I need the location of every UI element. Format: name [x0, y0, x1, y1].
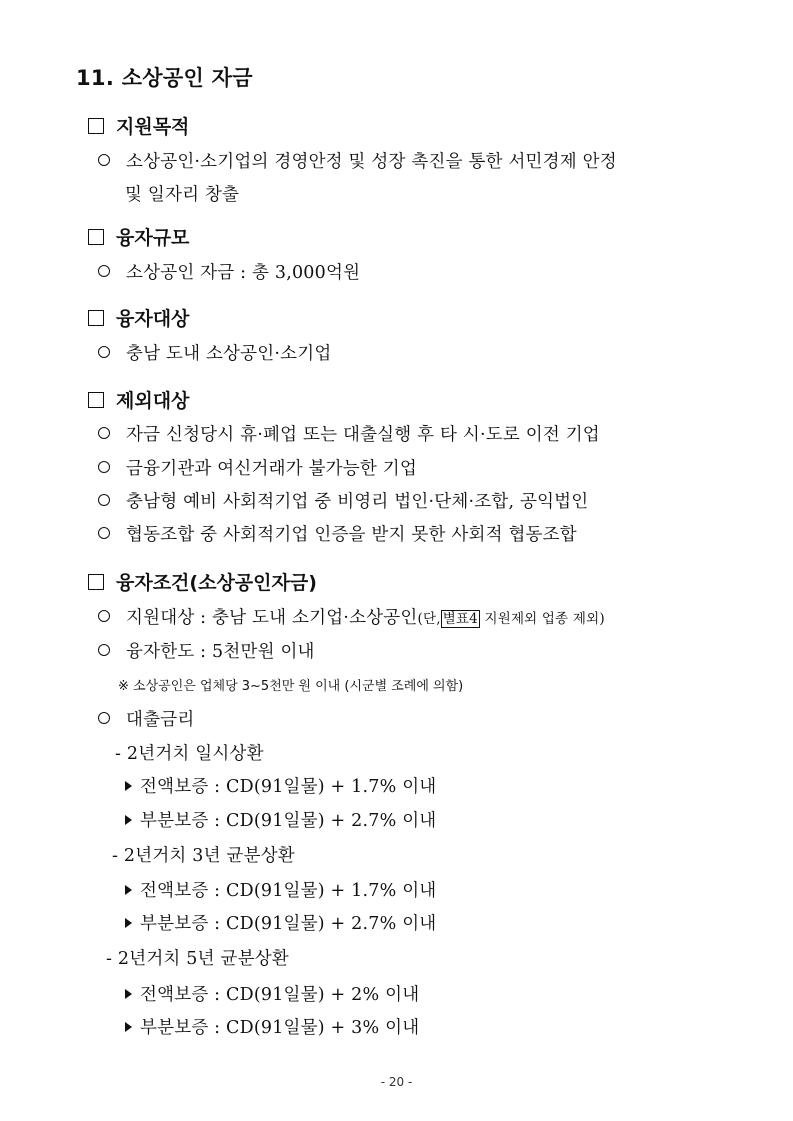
checkbox-square-icon	[88, 574, 104, 590]
circle-bullet-icon	[98, 265, 110, 277]
rate-plan-label: - 2년거치 5년 균분상환	[106, 949, 289, 969]
circle-bullet-icon	[98, 427, 110, 439]
excluded-item: 금융기관과 여신거래가 불가능한 기업	[98, 455, 417, 480]
section-heading-scale: 융자규모	[88, 223, 189, 250]
checkbox-square-icon	[88, 229, 104, 245]
excluded-item: 충남형 예비 사회적기업 중 비영리 법인·단체·조합, 공익법인	[98, 488, 588, 513]
excluded-item: 협동조합 중 사회적기업 인증을 받지 못한 사회적 협동조합	[98, 521, 577, 546]
circle-bullet-icon	[98, 461, 110, 473]
section-heading-purpose: 지원목적	[88, 112, 189, 139]
circle-bullet-icon	[98, 346, 110, 358]
circle-bullet-icon	[98, 527, 110, 539]
circle-bullet-icon	[98, 154, 110, 166]
rate-plan-full: 전액보증 : CD(91일물) + 1.7% 이내	[125, 877, 436, 902]
rate-plan-full: 전액보증 : CD(91일물) + 2% 이내	[125, 981, 419, 1006]
triangle-bullet-icon	[125, 1022, 132, 1032]
purpose-line-2: 및 일자리 창출	[125, 185, 240, 205]
section-heading-excluded: 제외대상	[88, 386, 189, 413]
checkbox-square-icon	[88, 310, 104, 326]
circle-bullet-icon	[98, 644, 110, 656]
triangle-bullet-icon	[125, 815, 132, 825]
circle-bullet-icon	[98, 610, 110, 622]
triangle-bullet-icon	[125, 781, 132, 791]
purpose-line-1: 소상공인·소기업의 경영안정 및 성장 촉진을 통한 서민경제 안정	[98, 148, 617, 173]
circle-bullet-icon	[98, 494, 110, 506]
page-title: 11. 소상공인 자금	[76, 66, 253, 90]
triangle-bullet-icon	[125, 885, 132, 895]
rate-plan-partial: 부분보증 : CD(91일물) + 3% 이내	[125, 1014, 419, 1039]
section-heading-target: 융자대상	[88, 304, 189, 331]
conditions-limit-note: ※ 소상공인은 업체당 3~5천만 원 이내 (시군별 조례에 의함)	[118, 679, 464, 694]
checkbox-square-icon	[88, 392, 104, 408]
conditions-support-target: 지원대상 : 충남 도내 소기업·소상공인(단, 별표4 지원제외 업종 제외)	[98, 604, 605, 629]
page-number: - 20 -	[380, 1075, 413, 1089]
triangle-bullet-icon	[125, 918, 132, 928]
scale-item: 소상공인 자금 : 총 3,000억원	[98, 259, 360, 284]
rate-plan-label: - 2년거치 일시상환	[115, 744, 264, 764]
rate-plan-partial: 부분보증 : CD(91일물) + 2.7% 이내	[125, 910, 436, 935]
rate-plan-label: - 2년거치 3년 균분상환	[112, 846, 295, 866]
annex-reference: 별표4	[442, 611, 478, 627]
rate-plan-partial: 부분보증 : CD(91일물) + 2.7% 이내	[125, 807, 436, 832]
conditions-limit: 융자한도 : 5천만원 이내	[98, 638, 315, 663]
rate-plan-full: 전액보증 : CD(91일물) + 1.7% 이내	[125, 773, 436, 798]
conditions-rate-heading: 대출금리	[98, 706, 194, 731]
circle-bullet-icon	[98, 712, 110, 724]
section-heading-conditions: 융자조건(소상공인자금)	[88, 568, 317, 595]
triangle-bullet-icon	[125, 989, 132, 999]
checkbox-square-icon	[88, 118, 104, 134]
target-item: 충남 도내 소상공인·소기업	[98, 340, 331, 365]
excluded-item: 자금 신청당시 휴·폐업 또는 대출실행 후 타 시·도로 이전 기업	[98, 421, 600, 446]
